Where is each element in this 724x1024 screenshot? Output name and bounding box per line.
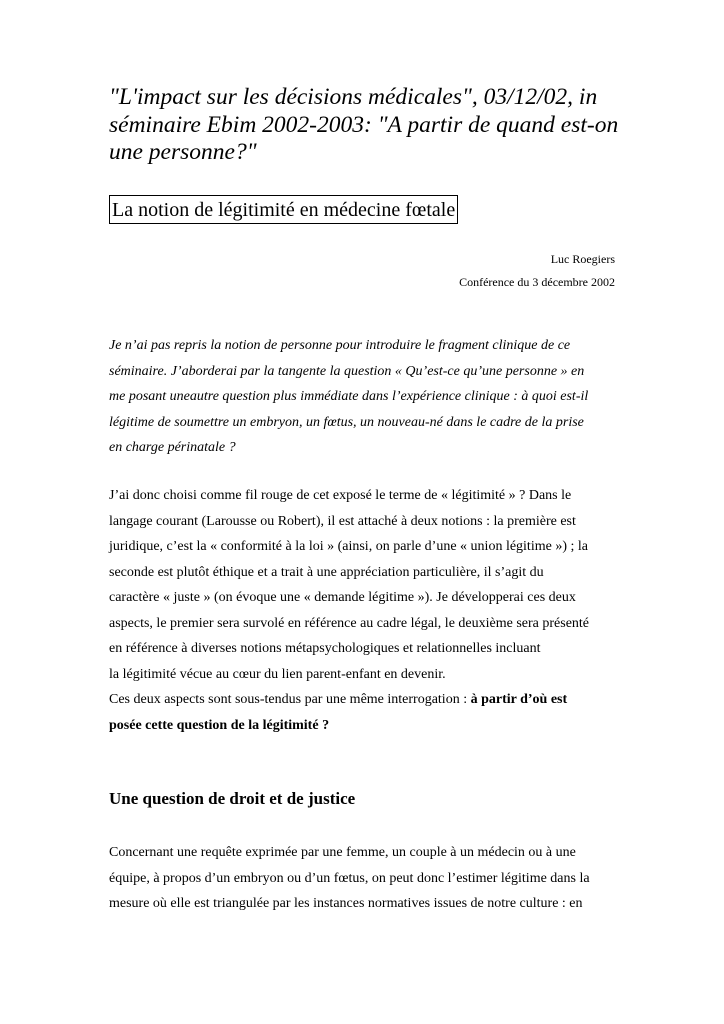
- body-line: [109, 687, 615, 713]
- intro-line: en charge périnatale ?: [109, 440, 236, 455]
- body-line: équipe, à propos d’un embryon ou d’un fœtus, on peut donc l’estimer légitime dans la: [109, 870, 590, 886]
- emphasis-text: à partir d’où est: [470, 692, 568, 707]
- body-line: mesure où elle est triangulée par les instances normatives issues de notre culture : en: [109, 896, 583, 911]
- body-line: juridique, c’est la « conformité à la loi » (ainsi, on parle d’une « union légitime ») ; la: [109, 539, 588, 554]
- body-line: caractère « juste » (on évoque une « demande légitime »). Je développerai ces deux: [109, 590, 576, 605]
- body-paragraph-legitimite: [109, 483, 615, 738]
- body-line-text: Ces deux aspects sont sous-tendus par une même interrogation :: [109, 692, 471, 707]
- body-line: J’ai donc choisi comme fil rouge de cet exposé le terme de « légitimité » ? Dans le: [109, 488, 572, 503]
- intro-line: me posant uneautre question plus immédiate dans l’expérience clinique : à quoi est-il: [109, 389, 589, 404]
- document-subtitle: La notion de légitimité en médecine fœtale: [109, 195, 458, 224]
- intro-line: Je n’ai pas repris la notion de personne pour introduire le fragment clinique de ce: [109, 338, 571, 353]
- emphasis-line: posée cette question de la légitimité ?: [109, 717, 330, 733]
- intro-line: séminaire. J’aborderai par la tangente la question « Qu’est-ce qu’une personne » en: [109, 363, 585, 379]
- section-heading: Une question de droit et de justice: [109, 789, 356, 808]
- intro-paragraph: [109, 333, 615, 461]
- body-line: seconde est plutôt éthique et a trait à une appréciation particulière, il s’agit du: [109, 564, 544, 580]
- intro-line: légitime de soumettre un embryon, un fœtus, un nouveau-né dans le cadre de la prise: [109, 414, 584, 430]
- body-line: aspects, le premier sera survolé en référence au cadre légal, le deuxième sera présenté: [109, 615, 590, 631]
- body-line: langage courant (Larousse ou Robert), il est attaché à deux notions : la première est: [109, 513, 576, 529]
- author-name: Luc Roegiers: [550, 252, 615, 266]
- body-line: la légitimité vécue au cœur du lien parent-enfant en devenir.: [109, 666, 446, 682]
- conference-date: Conférence du 3 décembre 2002: [459, 275, 615, 289]
- body-paragraph-droit: [109, 840, 615, 917]
- document-title: "L'impact sur les décisions médicales", 03/12/02, in séminaire Ebim 2002-2003: "A partir de quand est-on une personne?": [109, 84, 619, 165]
- body-line: en référence à diverses notions métapsychologiques et relationnelles incluant: [109, 641, 541, 656]
- body-line: Concernant une requête exprimée par une femme, un couple à un médecin ou à une: [109, 845, 576, 860]
